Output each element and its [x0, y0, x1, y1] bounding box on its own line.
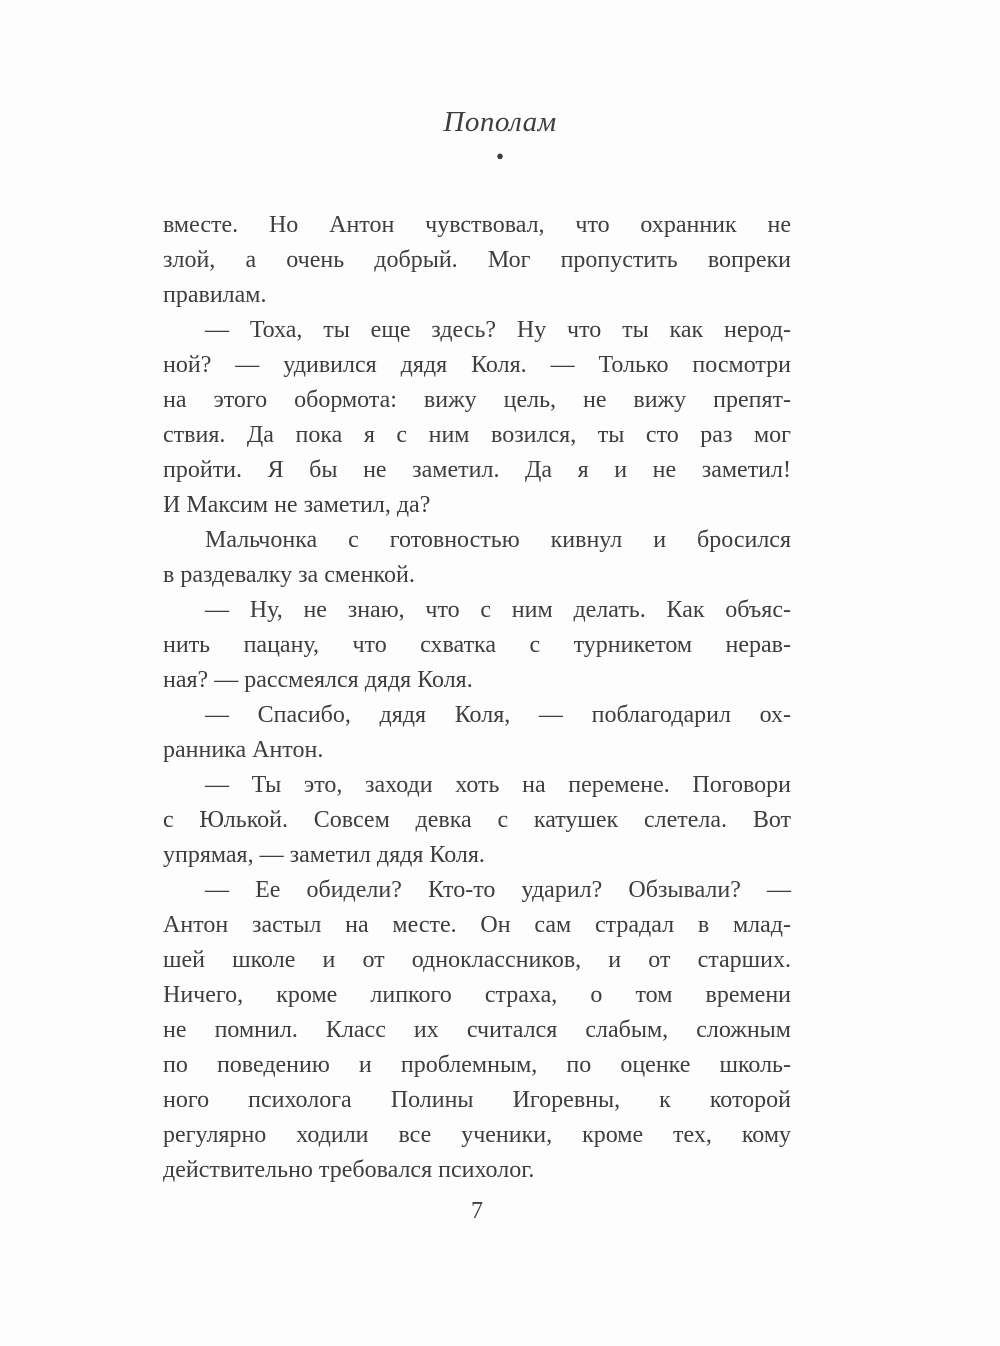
text-line: — Спасибо, дядя Коля, — поблагодарил ох-: [205, 702, 791, 728]
text-line: — Тоха, ты еще здесь? Ну что ты как нерод-: [205, 317, 791, 343]
text-line: — Ее обидели? Кто-то ударил? Обзывали? —: [205, 877, 791, 903]
text-line: на этого обормота: вижу цель, не вижу препят-: [163, 387, 791, 413]
page-footer: [163, 1198, 791, 1225]
text-line: регулярно ходили все ученики, кроме тех, кому: [163, 1122, 791, 1148]
paragraph: [163, 593, 791, 698]
text-line: ной? — удивился дядя Коля. — Только посмотри: [163, 352, 791, 378]
text-line: правилам.: [163, 282, 267, 308]
paragraph: [163, 523, 791, 593]
text-line: Мальчонка с готовностью кивнул и бросился: [205, 527, 791, 553]
text-line: упрямая, — заметил дядя Коля.: [163, 842, 485, 868]
paragraph: [163, 698, 791, 768]
text-line: с Юлькой. Совсем девка с катушек слетела. Вот: [163, 807, 791, 833]
text-line: И Максим не заметил, да?: [163, 492, 431, 518]
page-body: [163, 208, 791, 1188]
text-line: ранника Антон.: [163, 737, 324, 763]
chapter-title: Пополам: [443, 106, 557, 138]
paragraph: [163, 208, 791, 313]
text-line: пройти. Я бы не заметил. Да я и не заметил!: [163, 457, 791, 483]
page-number: 7: [471, 1198, 483, 1224]
text-line: ствия. Да пока я с ним возился, ты сто раз мог: [163, 422, 791, 448]
text-line: не помнил. Класс их считался слабым, сложным: [163, 1017, 791, 1043]
text-line: злой, а очень добрый. Мог пропустить вопреки: [163, 247, 791, 273]
text-line: — Ну, не знаю, что с ним делать. Как объяс-: [205, 597, 791, 623]
text-line: ная? — рассмеялся дядя Коля.: [163, 667, 473, 693]
text-line: действительно требовался психолог.: [163, 1157, 535, 1183]
ornament-dot: ●: [496, 148, 504, 163]
page-header: [0, 0, 1000, 162]
text-line: нить пацану, что схватка с турникетом нерав-: [163, 632, 791, 658]
text-line: — Ты это, заходи хоть на перемене. Поговори: [205, 772, 791, 798]
text-line: Антон застыл на месте. Он сам страдал в млад-: [163, 912, 791, 938]
paragraph: [163, 873, 791, 1188]
text-line: в раздевалку за сменкой.: [163, 562, 415, 588]
paragraph: [163, 313, 791, 523]
text-line: ного психолога Полины Игоревны, к которой: [163, 1087, 791, 1113]
text-line: по поведению и проблемным, по оценке школь-: [163, 1052, 791, 1078]
paragraph: [163, 768, 791, 873]
text-line: шей школе и от одноклассников, и от старших.: [163, 947, 791, 973]
text-line: вместе. Но Антон чувствовал, что охранник не: [163, 212, 791, 238]
text-line: Ничего, кроме липкого страха, о том времени: [163, 982, 791, 1008]
